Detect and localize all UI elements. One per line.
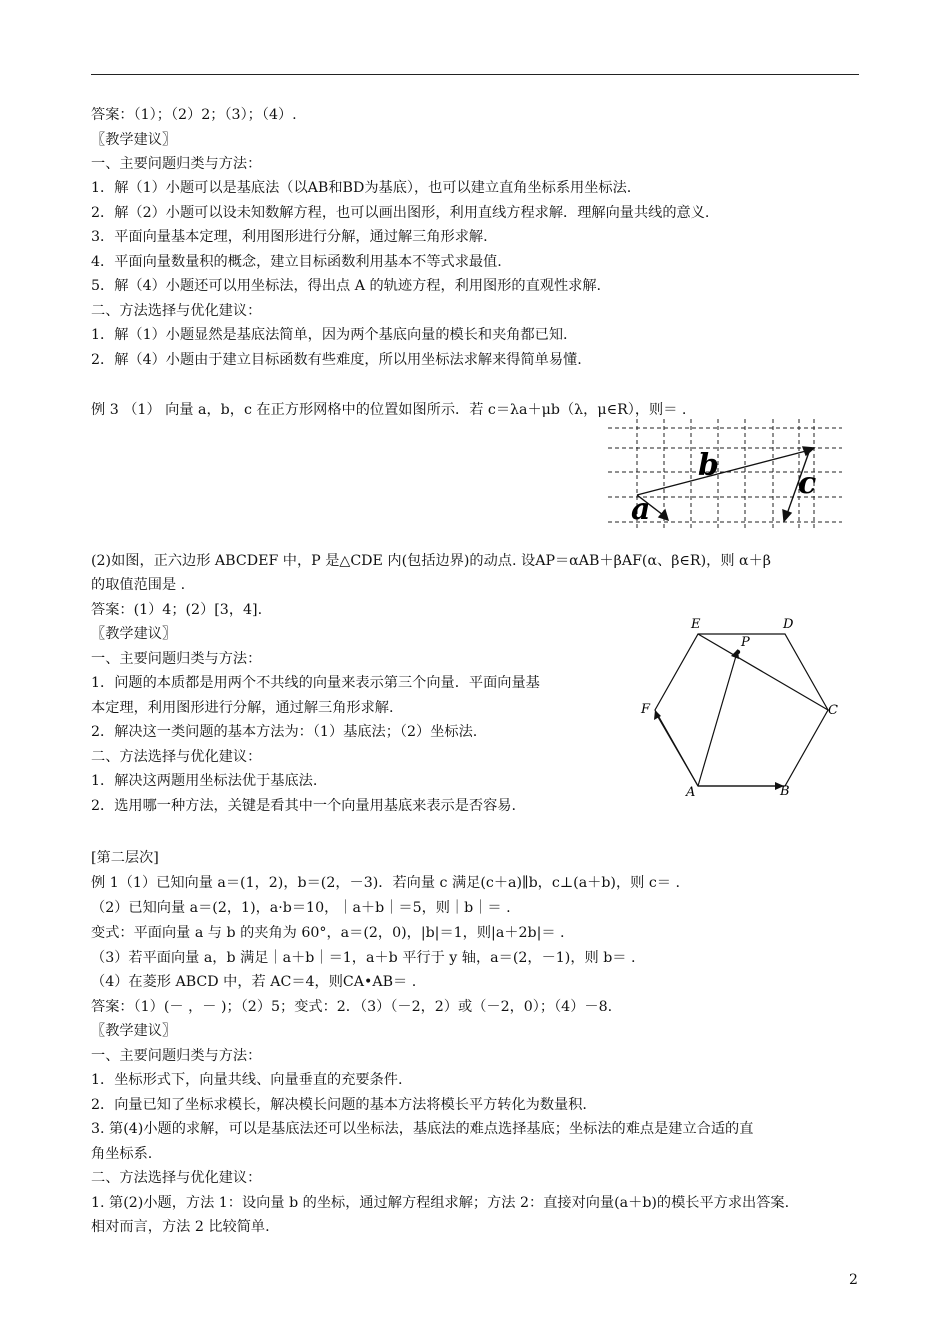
text-line: 1. 第(2)小题，方法 1：设向量 b 的坐标，通过解方程组求解；方法 2：直接对向量(a＋b)的模长平方求出答案. [91, 1195, 790, 1211]
answer-line: 答案：（1）(－ ，－ )；（2）5；变式：2．（3）（－2，2）或（－2，0）；（4）－8. [91, 999, 613, 1015]
example-1-line: 例 1（1）已知向量 a＝(1，2)，b＝(2，－3)．若向量 c 满足(c＋a)∥b，c⊥(a＋b)，则 c＝ . [91, 875, 680, 891]
label-A: A [686, 785, 696, 800]
text-line: 4．平面向量数量积的概念，建立目标函数利用基本不等式求最值. [91, 254, 502, 270]
answer-line: 答案：(1）4；(2）[3，4]. [91, 602, 263, 618]
teaching-advice-heading: 〖教学建议〗 [91, 132, 177, 148]
text-line: 2．向量已知了坐标求模长，解决模长问题的基本方法将模长平方转化为数量积. [91, 1097, 587, 1113]
text-line: 本定理，利用图形进行分解，通过解三角形求解. [91, 700, 394, 716]
text-line: 1．解（1）小题显然是基底法简单，因为两个基底向量的模长和夹角都已知. [91, 327, 568, 343]
text-line: 2．解（4）小题由于建立目标函数有些难度，所以用坐标法求解来得简单易懂. [91, 352, 582, 368]
text-line: 1．问题的本质都是用两个不共线的向量来表示第三个向量．平面向量基 [91, 675, 540, 691]
text-line: 2．解决这一类问题的基本方法为：（1）基底法；（2）坐标法. [91, 724, 478, 740]
label-C: C [828, 703, 838, 718]
vector-a-arrowhead [659, 510, 668, 520]
point-p [736, 650, 740, 654]
text-line: （4）在菱形 ABCD 中，若 AC＝4，则CA•AB＝ . [91, 974, 417, 990]
label-b: b [698, 448, 719, 483]
vector-af-line [658, 717, 698, 786]
text-line: 2．解（2）小题可以设未知数解方程，也可以画出图形，利用直线方程求解．理解向量共线的意义. [91, 205, 710, 221]
text-line: 1．解决这两题用坐标法优于基底法. [91, 773, 318, 789]
vector-ap-line [698, 656, 736, 786]
hexagon-outline [655, 634, 828, 786]
section-heading: 一、主要问题归类与方法： [91, 651, 262, 667]
label-F: F [641, 702, 651, 717]
example-3-line: 例 3 （1） 向量 a，b，c 在正方形网格中的位置如图所示．若 c＝λa＋μb（λ，μ∈R），则＝ . [91, 402, 687, 418]
text-line: 角坐标系. [91, 1146, 153, 1162]
text-line: （2）已知向量 a＝(2，1)，a·b＝10，｜a＋b｜＝5，则｜b｜＝ . [91, 900, 511, 916]
text-line: 5．解（4）小题还可以用坐标法，得出点 A 的轨迹方程，利用图形的直观性求解. [91, 278, 602, 294]
text-line: 3．平面向量基本定理，利用图形进行分解，通过解三角形求解. [91, 229, 488, 245]
text-line: 1．解（1）小题可以是基底法（以AB和BD为基底），也可以建立直角坐标系用坐标法. [91, 180, 632, 196]
variant-line: 变式：平面向量 a 与 b 的夹角为 60°，a＝(2，0)，|b|＝1，则|a＋2b|＝ . [91, 925, 565, 941]
hexagon-figure [630, 610, 850, 800]
page-number: 2 [849, 1272, 858, 1288]
text-line: （3）若平面向量 a，b 满足｜a＋b｜＝1，a＋b 平行于 y 轴，a＝(2，－1)，则 b＝ . [91, 950, 636, 966]
text-line: 3. 第(4)小题的求解，可以是基底法还可以坐标法，基底法的难点选择基底；坐标法的难点是建立合适的直 [91, 1121, 754, 1137]
label-a: a [631, 492, 651, 527]
section-heading: 一、主要问题归类与方法： [91, 1048, 262, 1064]
teaching-advice-heading: 〖教学建议〗 [91, 626, 177, 642]
vector-b-line [637, 451, 806, 495]
teaching-advice-heading: 〖教学建议〗 [91, 1023, 177, 1039]
text-line: 1．坐标形式下，向量共线、向量垂直的充要条件. [91, 1072, 403, 1088]
section-heading: 一、主要问题归类与方法： [91, 156, 262, 172]
label-D: D [783, 617, 794, 632]
text-line: 2．选用哪一种方法，关键是看其中一个向量用基底来表示是否容易. [91, 798, 516, 814]
text-line: 相对而言，方法 2 比较简单. [91, 1219, 270, 1235]
example-3-part2-line: (2)如图，正六边形 ABCDEF 中，P 是△CDE 内(包括边界)的动点. 设AP＝αAB＋βAF(α、β∈R)，则 α＋β [91, 553, 771, 569]
text-line: 的取值范围是 . [91, 577, 186, 593]
header-rule [91, 74, 859, 75]
level-heading: [第二层次] [91, 850, 159, 866]
answer-line: 答案：（1）；（2）2；（3）；（4）. [91, 107, 297, 123]
vector-c-arrowhead [783, 510, 791, 521]
section-heading: 二、方法选择与优化建议： [91, 1170, 262, 1186]
label-E: E [691, 617, 701, 632]
label-c: c [798, 466, 817, 501]
section-heading: 二、方法选择与优化建议： [91, 303, 262, 319]
segment-ec [698, 634, 828, 710]
section-heading: 二、方法选择与优化建议： [91, 749, 262, 765]
vector-grid-figure [608, 419, 842, 531]
label-B: B [780, 784, 790, 799]
label-P: P [741, 635, 750, 650]
